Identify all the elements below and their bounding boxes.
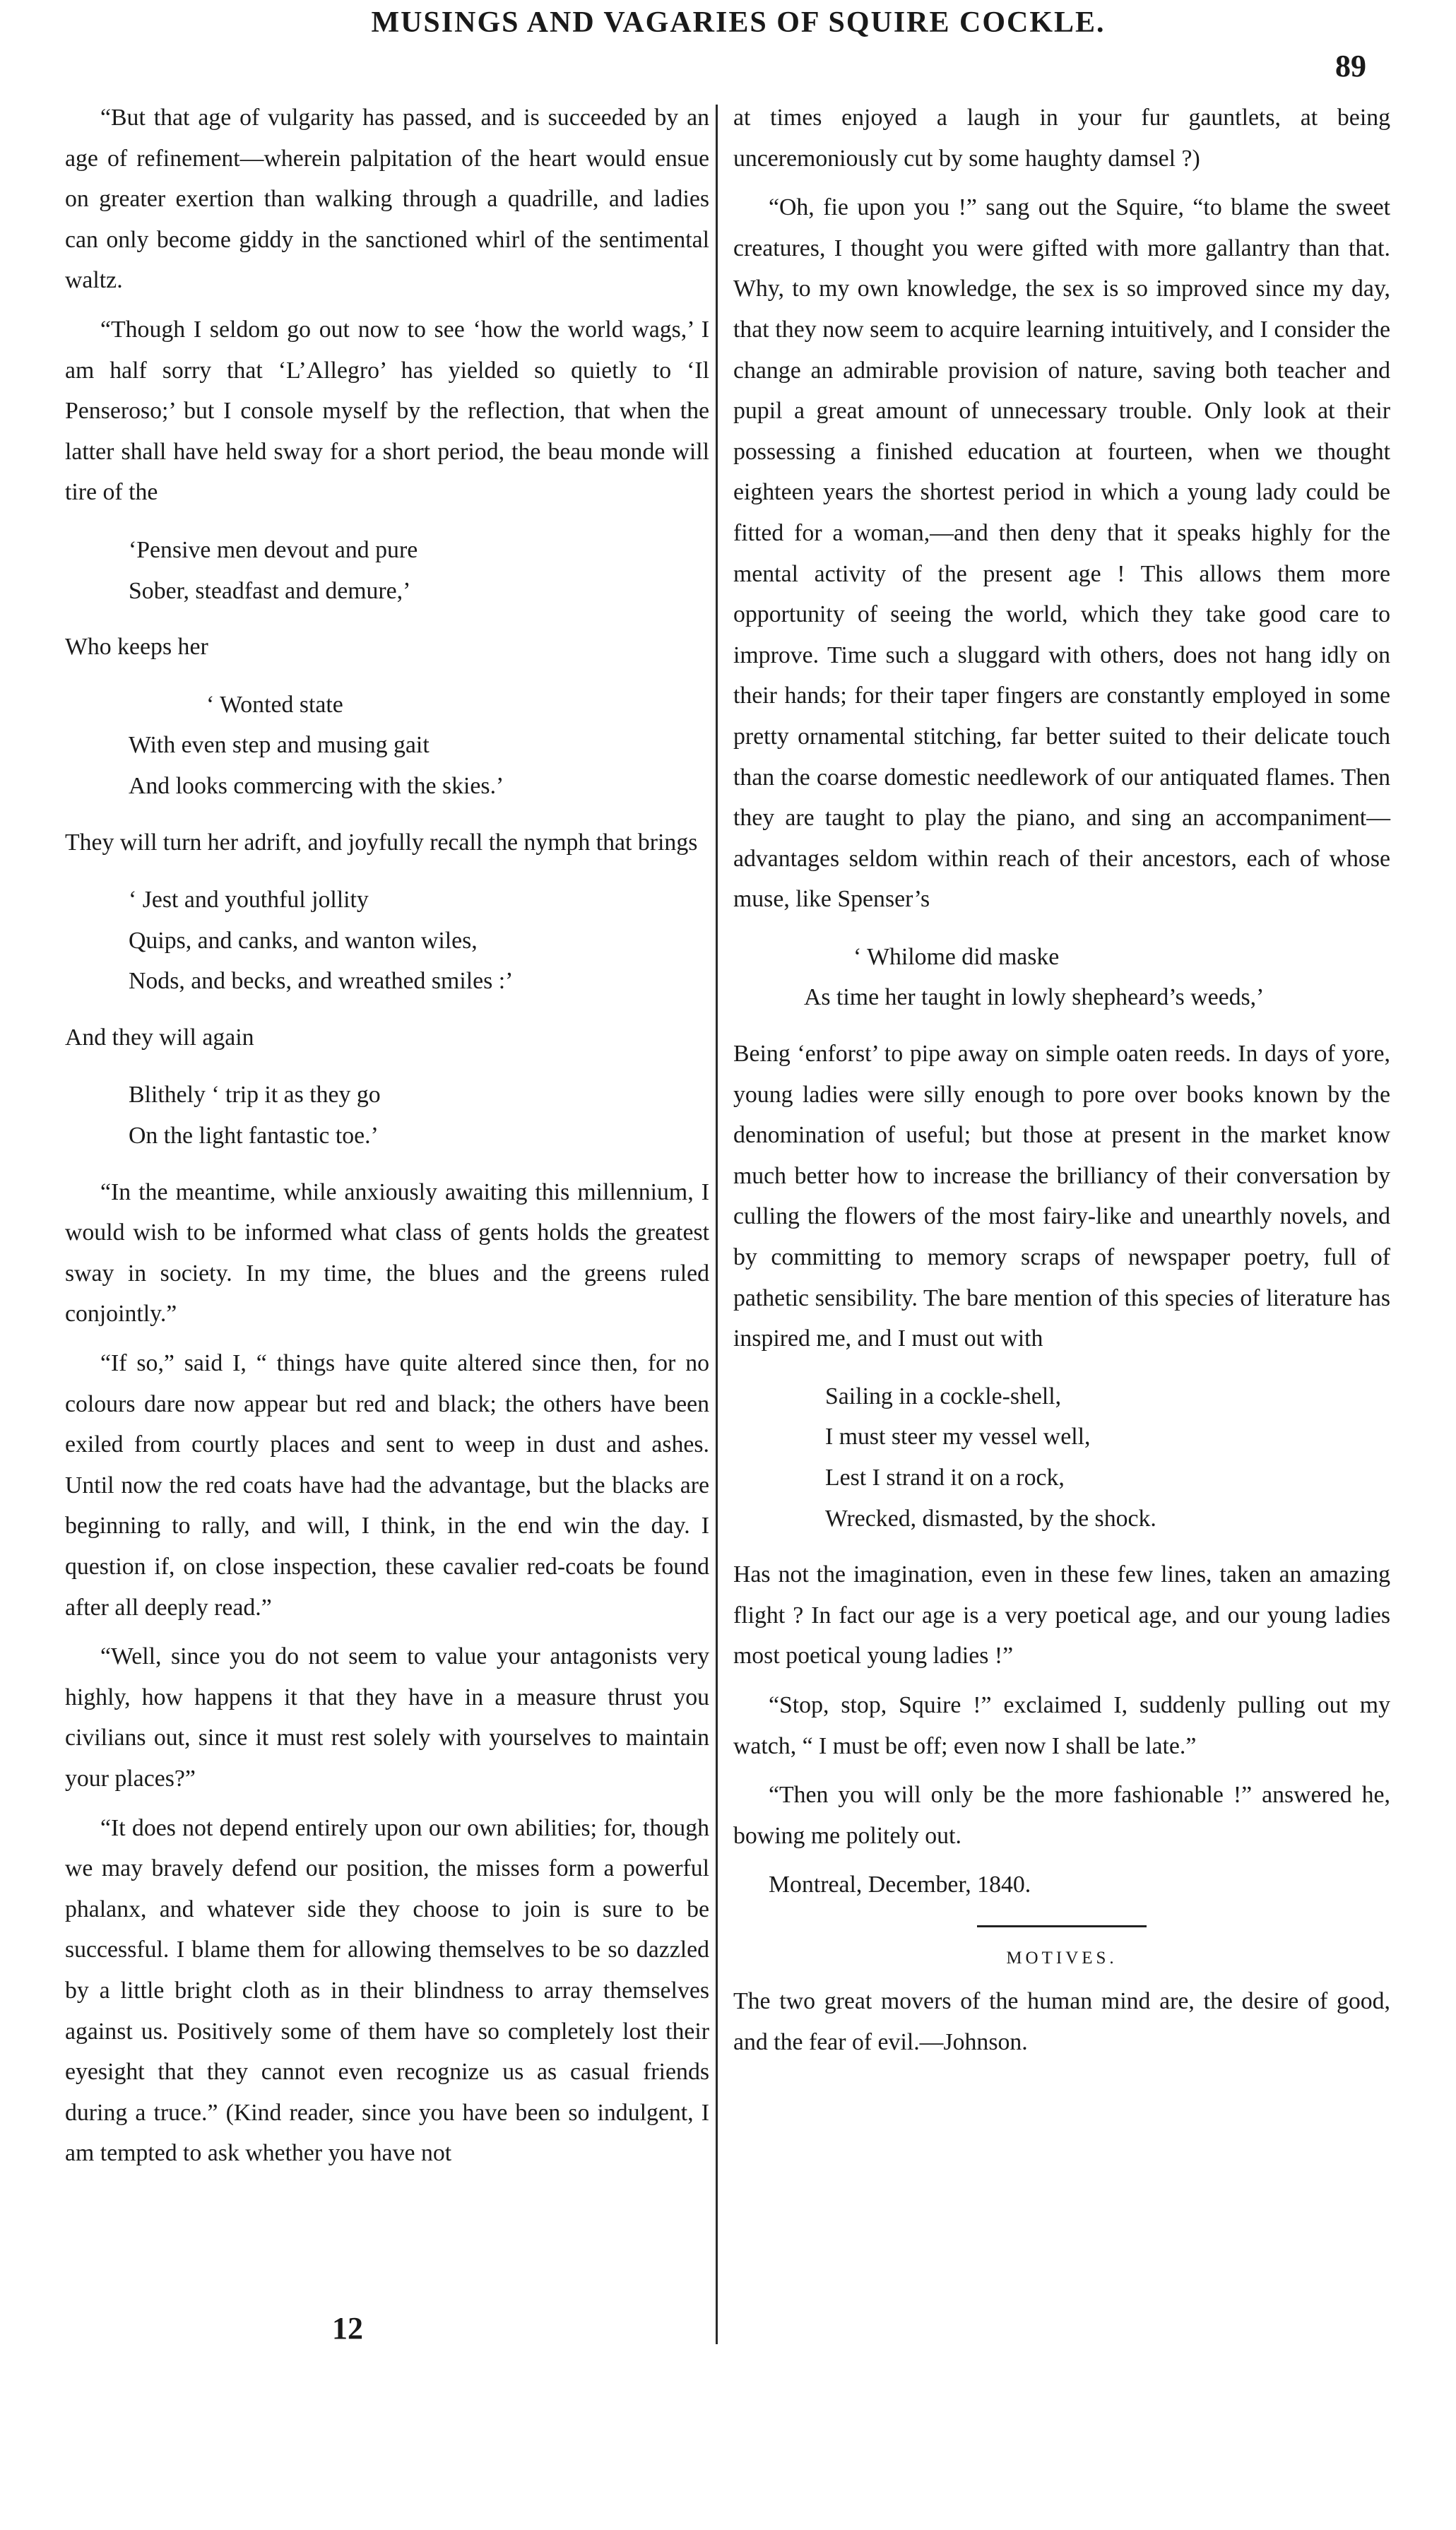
- verse-line: As time her taught in lowly shepheard’s weeds,’: [804, 984, 1265, 1011]
- verse-line: Quips, and canks, and wanton wiles,: [129, 927, 478, 954]
- place-date: Montreal, December, 1840.: [769, 1872, 1031, 1898]
- verse-line: ‘Pensive men devout and pure: [129, 536, 418, 563]
- paragraph: “In the meantime, while anxiously awaiting this millennium, I would wish to be informed what class of gents holds the greatest sway in society. In my time, the blues and the greens ruled conjointly.”: [65, 1178, 709, 1328]
- verse-line: Lest I strand it on a rock,: [825, 1465, 1065, 1491]
- verse-line: Nods, and becks, and wreathed smiles :’: [129, 968, 514, 995]
- verse-line: Blithely ‘ trip it as they go: [129, 1082, 381, 1109]
- section-rule: [977, 1925, 1147, 1927]
- section-title: MOTIVES.: [1006, 1948, 1118, 1968]
- paragraph: They will turn her adrift, and joyfully recall the nymph that brings: [65, 829, 698, 856]
- running-header-title: MUSINGS AND VAGARIES OF SQUIRE COCKLE.: [371, 6, 1106, 39]
- page-number: 89: [1335, 49, 1366, 83]
- paragraph: “Though I seldom go out now to see ‘how the world wags,’ I am half sorry that ‘L’Allegro’ has yielded so quietly to ‘Il Penseroso;’ but I console myself by the reflection, that when the latter shall have held sway for a short period, the beau monde will tire of the: [65, 316, 709, 506]
- paragraph: “Then you will only be the more fashionable !” answered he, bowing me politely out.: [733, 1782, 1390, 1849]
- paragraph: And they will again: [65, 1024, 254, 1051]
- paragraph: at times enjoyed a laugh in your fur gauntlets, at being unceremoniously cut by some haughty damsel ?): [733, 105, 1390, 172]
- column-divider: [716, 105, 718, 2344]
- verse-line: ‘ Jest and youthful jollity: [129, 887, 369, 914]
- signature-mark: 12: [332, 2311, 363, 2346]
- paragraph: “Stop, stop, Squire !” exclaimed I, suddenly pulling out my watch, “ I must be off; even now I shall be late.”: [733, 1691, 1390, 1759]
- paragraph: Has not the imagination, even in these few lines, taken an amazing flight ? In fact our age is a very poetical age, and our young ladies most poetical young ladies !”: [733, 1561, 1390, 1669]
- verse-line: On the light fantastic toe.’: [129, 1123, 379, 1149]
- right-column: [733, 97, 1390, 2071]
- paragraph: “It does not depend entirely upon our own abilities; for, though we may bravely defend our position, the misses form a powerful phalanx, and whatever side they choose to join is sure to be successful. I blame them for allowing themselves to be so dazzled by a little bright cloth as in their blindness to array themselves against us. Positively some of them have so completely lost their eyesight that they cannot even recognize us as casual friends during a truce.” (Kind reader, since you have been so indulgent, I am tempted to ask whether you have not: [65, 1814, 709, 2167]
- verse-quote: [65, 1075, 709, 1156]
- verse-line: Sailing in a cockle-shell,: [825, 1383, 1062, 1409]
- paragraph: “But that age of vulgarity has passed, and is succeeded by an age of refinement—wherein palpitation of the heart would ensue on greater exertion than walking through a quadrille, and ladies can only become giddy in the sanctioned whirl of the sentimental waltz.: [65, 105, 709, 294]
- left-column: [65, 97, 709, 2182]
- verse-quote: [65, 880, 709, 1002]
- paragraph: “Oh, fie upon you !” sang out the Squire, “to blame the sweet creatures, I thought you were gifted with more gallantry than that. Why, to my own knowledge, the sex is so improved since my day, that they now seem to acquire learning intuitively, and I consider the change an admirable provision of nature, saving both teacher and pupil a great amount of unnecessary trouble. Only look at their possessing a finished education at fourteen, when we thought eighteen years the shortest period in which a young lady could be fitted for a woman,—and then deny that it speaks highly for the mental activity of the present age ! This allows them more opportunity of seeing the world, which they take good care to improve. Time such a sluggard with others, does not hang idly on their hands; for their taper fingers are constantly employed in some pretty ornamental stitching, far better suited to their delicate touch than the coarse domestic needlework of our antiquated flames. Then they are taught to play the piano, and sing an accompaniment—advantages seldom within reach of their ancestors, each of whose muse, like Spenser’s: [733, 194, 1390, 913]
- verse-line: And looks commercing with the skies.’: [129, 772, 504, 799]
- motives-quote: The two great movers of the human mind are, the desire of good, and the fear of evil.—Johnson.: [733, 1987, 1390, 2055]
- verse-line: With even step and musing gait: [129, 732, 430, 759]
- verse-quote: [65, 685, 709, 807]
- paragraph: “If so,” said I, “ things have quite altered since then, for no colours dare now appear but red and black; the others have been exiled from courtly places and sent to weep in dust and ashes. Until now the red coats have had the advantage, but the blacks are beginning to rally, and will, I think, in the end win the day. I question if, on close inspection, these cavalier red-coats be found after all deeply read.”: [65, 1350, 709, 1621]
- verse-line: I must steer my vessel well,: [825, 1424, 1091, 1450]
- verse-line: ‘ Wonted state: [206, 691, 343, 718]
- paragraph: Who keeps her: [65, 634, 208, 661]
- poem: [733, 1376, 1390, 1539]
- verse-quote: [733, 937, 1390, 1018]
- paragraph: “Well, since you do not seem to value your antagonists very highly, how happens it that they have in a measure thrust you civilians out, since it must rest solely with yourselves to maintain your places?”: [65, 1643, 709, 1792]
- verse-line: ‘ Whilome did maske: [853, 943, 1060, 970]
- verse-line: Sober, steadfast and demure,’: [129, 577, 411, 604]
- verse-line: Wrecked, dismasted, by the shock.: [825, 1505, 1156, 1532]
- verse-quote: [65, 530, 709, 611]
- paragraph: Being ‘enforst’ to pipe away on simple oaten reeds. In days of yore, young ladies were silly enough to pore over books known by the denomination of useful; but those at present in the market know much better how to increase the brilliancy of their conversation by culling the flowers of the most fairy-like and unearthly novels, and by committing to memory scraps of newspaper poetry, full of pathetic sensibility. The bare mention of this species of literature has inspired me, and I must out with: [733, 1041, 1390, 1352]
